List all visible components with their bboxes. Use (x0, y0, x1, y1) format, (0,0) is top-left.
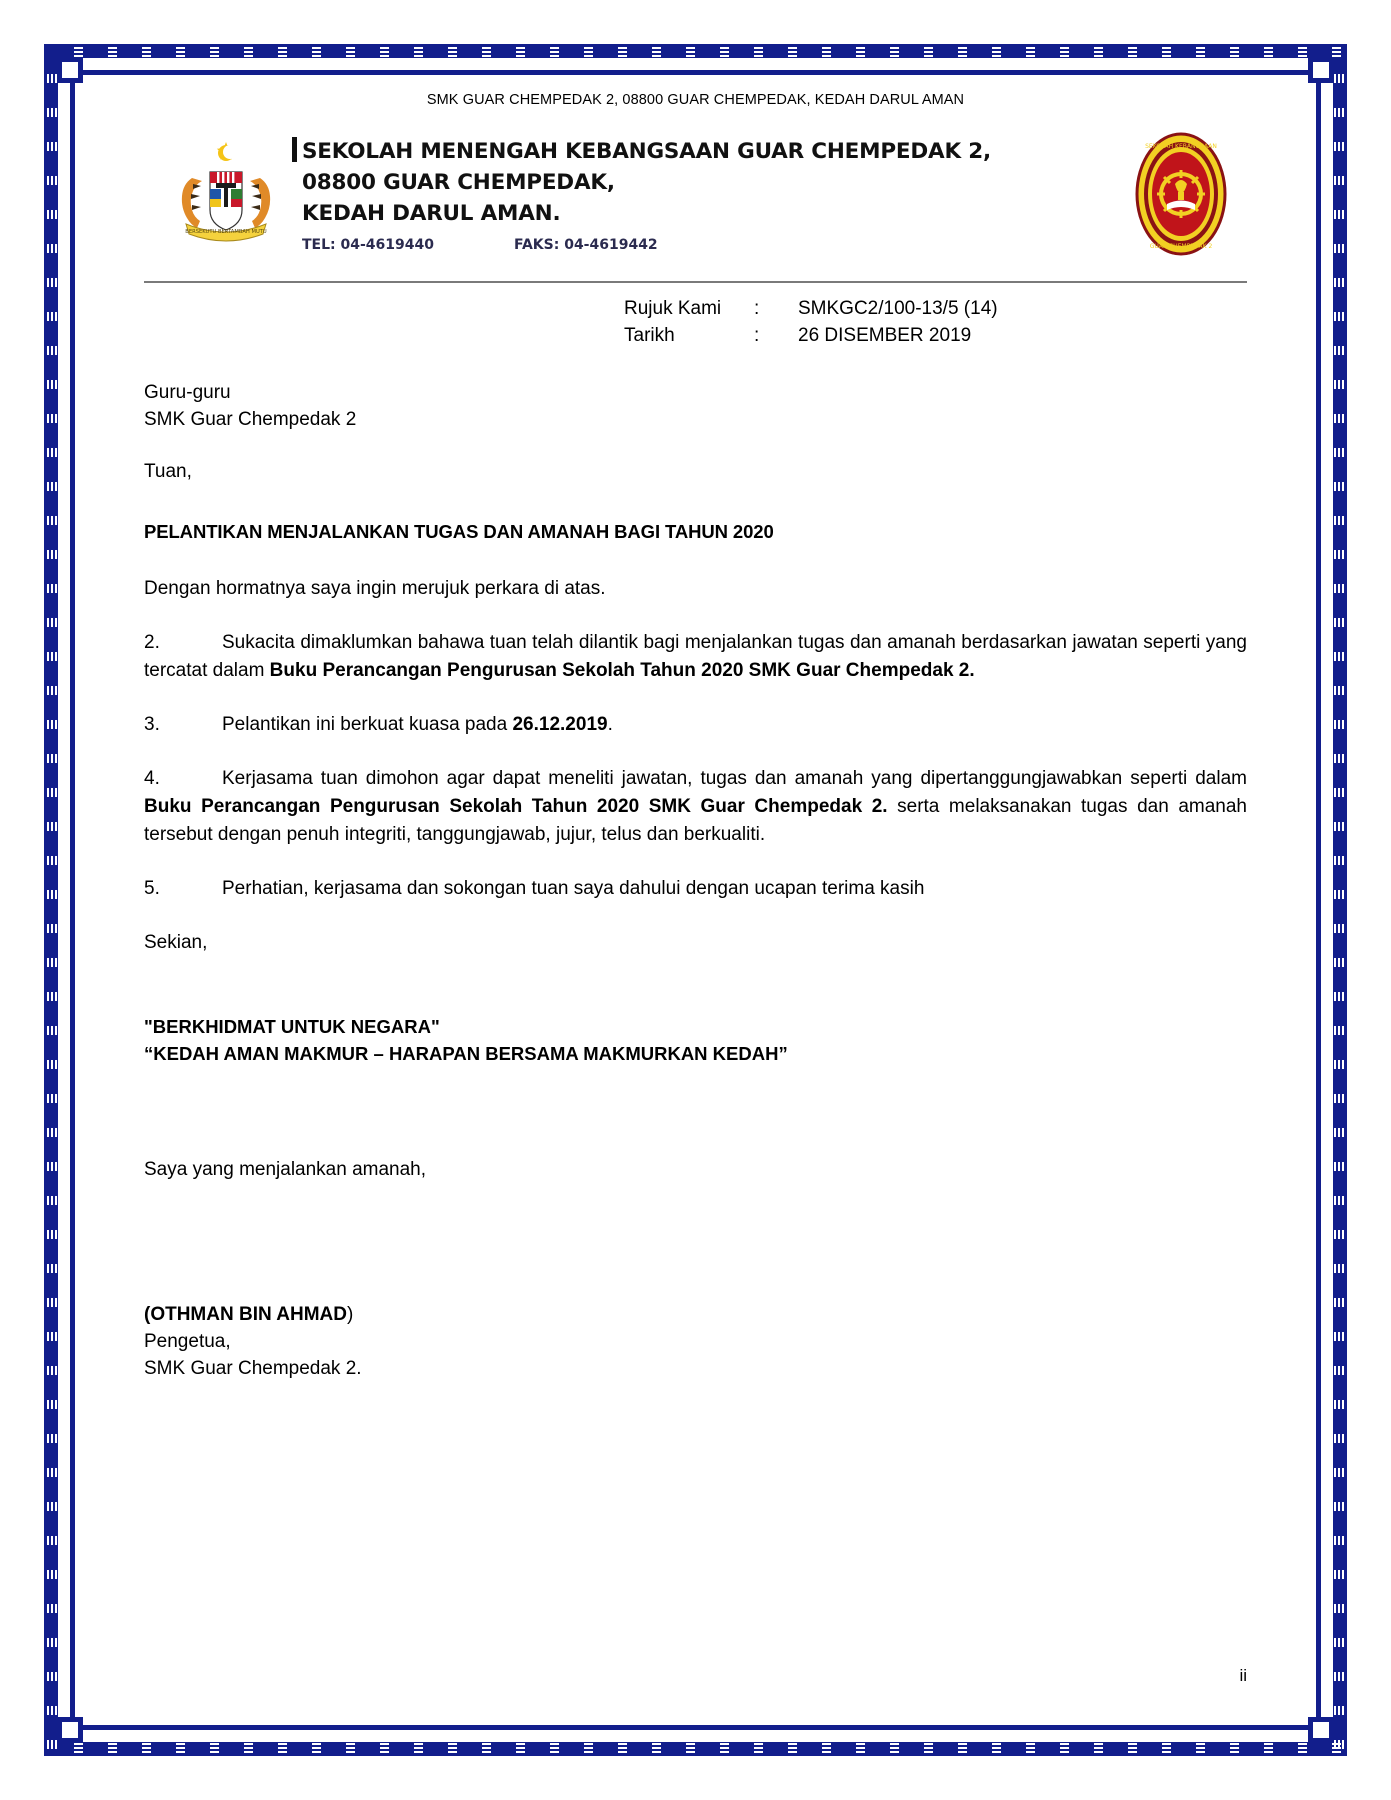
reference-colon: : (754, 298, 760, 319)
slogan-line-2: “KEDAH AMAN MAKMUR – HARAPAN BERSAMA MAKMURKAN KEDAH” (144, 1043, 788, 1064)
reference-block (144, 295, 1247, 349)
addressee-line-2: SMK Guar Chempedak 2 (144, 409, 357, 430)
slogan-block (144, 1013, 1247, 1067)
reference-label: Rujuk Kami (624, 298, 722, 319)
border-corner-top-right (1308, 57, 1334, 83)
border-corner-bottom-right (1308, 1717, 1334, 1743)
svg-text:GUAR CHEMPEDAK 2: GUAR CHEMPEDAK 2 (1149, 243, 1213, 250)
salutation: Tuan, (144, 461, 192, 482)
letterhead (144, 130, 1247, 275)
svg-text:BERSEKUTU BERTAMBAH MUTU: BERSEKUTU BERTAMBAH MUTU (185, 229, 267, 235)
running-head: SMK GUAR CHEMPEDAK 2, 08800 GUAR CHEMPEDAK, KEDAH DARUL AMAN (426, 92, 965, 108)
letterhead-accent-bar (292, 137, 297, 162)
school-crest-icon (1123, 130, 1239, 258)
reference-row (624, 295, 1247, 322)
subject-line: PELANTIKAN MENJALANKAN TUGAS DAN AMANAH BAGI TAHUN 2020 (144, 521, 774, 542)
signature-block (144, 1301, 1247, 1382)
paragraph-4-text-a: Kerjasama tuan dimohon agar dapat meneliti jawatan, tugas dan amanah yang dipertanggungjawabkan seperti dalam (222, 768, 1247, 789)
page-content (92, 78, 1299, 1722)
signer-name: (OTHMAN BIN AHMAD (144, 1304, 347, 1325)
svg-text:SEKOLAH KEBANGSAAN: SEKOLAH KEBANGSAAN (1145, 143, 1217, 150)
paragraph-2-text: Sukacita dimaklumkan bahawa tuan telah dilantik bagi menjalankan tugas dan amanah berdasarkan jawatan seperti yang tercatat dalam (144, 632, 1247, 681)
addressee-line-1: Guru-guru (144, 382, 231, 403)
paragraph-3-bold: 26.12.2019 (512, 714, 608, 735)
letterhead-line-1: SEKOLAH MENENGAH KEBANGSAAN GUAR CHEMPEDAK 2, (302, 139, 991, 164)
slogan-line-1: "BERKHIDMAT UNTUK NEGARA" (144, 1016, 440, 1037)
paragraph-4 (144, 765, 1247, 849)
paragraph-3-text: Pelantikan ini berkuat kuasa pada (222, 714, 513, 735)
date-colon: : (754, 325, 760, 346)
reference-value: SMKGC2/100-13/5 (14) (798, 298, 998, 319)
letterhead-contact (292, 237, 1057, 253)
signer-school: SMK Guar Chempedak 2. (144, 1358, 362, 1379)
paragraph-2 (144, 629, 1247, 685)
date-value: 26 DISEMBER 2019 (798, 325, 972, 346)
closing-sekian: Sekian, (144, 932, 208, 953)
paragraph-5-number: 5. (144, 878, 160, 899)
paragraph-4-bold: Buku Perancangan Pengurusan Sekolah Tahun 2020 SMK Guar Chempedak 2. (144, 796, 888, 817)
letterhead-fax: FAKS: 04-4619442 (514, 237, 658, 253)
malaysia-coat-of-arms-icon (166, 132, 286, 252)
paragraph-3-number: 3. (144, 714, 160, 735)
paragraph-intro: Dengan hormatnya saya ingin merujuk perkara di atas. (144, 578, 606, 599)
date-label: Tarikh (624, 325, 675, 346)
letterhead-line-2: 08800 GUAR CHEMPEDAK, (302, 170, 615, 195)
letterhead-tel: TEL: 04-4619440 (302, 237, 434, 253)
paragraph-4-number: 4. (144, 768, 160, 789)
signer-position: Pengetua, (144, 1331, 231, 1352)
letterhead-divider (144, 281, 1247, 283)
date-row (624, 322, 1247, 349)
paragraph-4-text-b: serta melaksanakan tugas dan amanah tersebut dengan penuh integriti, tanggungjawab, jujur, telus dan berkualiti. (144, 796, 1247, 845)
addressee-block (144, 379, 1247, 433)
signer-name-paren: ) (347, 1304, 354, 1325)
paragraph-2-bold: Buku Perancangan Pengurusan Sekolah Tahun 2020 SMK Guar Chempedak 2. (269, 660, 975, 681)
letter-body (144, 379, 1247, 1382)
paragraph-3 (144, 711, 1247, 739)
paragraph-3-tail: . (607, 714, 613, 735)
border-corner-top-left (57, 57, 83, 83)
signer-name-line (144, 1301, 1247, 1328)
paragraph-5 (144, 875, 1247, 903)
letterhead-line-3: KEDAH DARUL AMAN. (302, 201, 561, 226)
border-corner-bottom-left (57, 1717, 83, 1743)
letterhead-text (292, 136, 1057, 253)
page-number: ii (1239, 1666, 1247, 1685)
paragraph-2-number: 2. (144, 632, 160, 653)
letterhead-line-1-wrap (292, 136, 1057, 167)
paragraph-5-text: Perhatian, kerjasama dan sokongan tuan saya dahului dengan ucapan terima kasih (222, 878, 925, 899)
signoff-line: Saya yang menjalankan amanah, (144, 1159, 427, 1180)
